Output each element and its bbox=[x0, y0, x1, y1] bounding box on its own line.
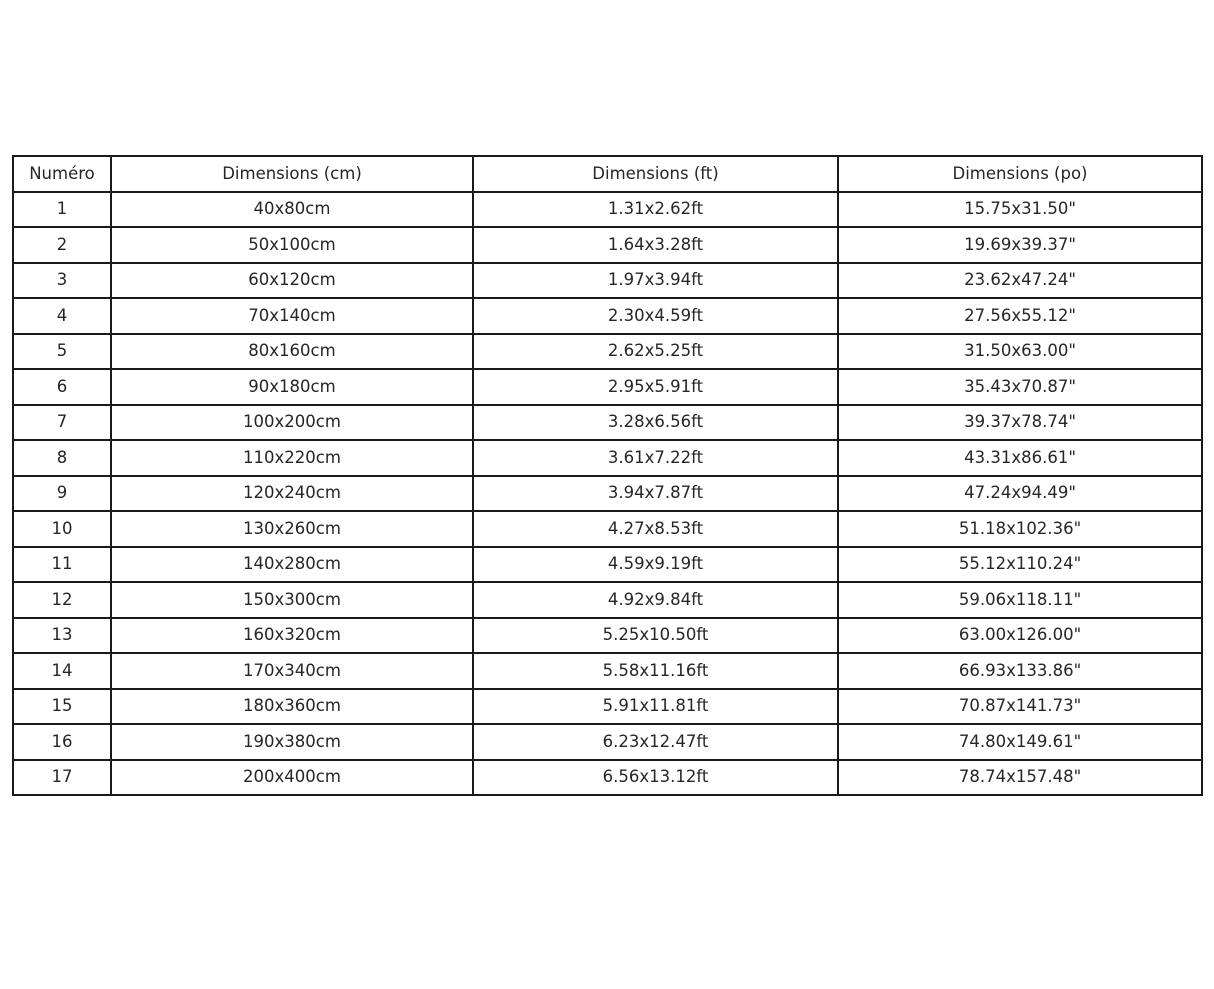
cell-dimensions-ft: 1.64x3.28ft bbox=[473, 227, 838, 263]
cell-numero: 7 bbox=[13, 405, 111, 441]
col-header-dimensions-cm: Dimensions (cm) bbox=[111, 156, 473, 192]
cell-dimensions-cm: 150x300cm bbox=[111, 582, 473, 618]
table-row bbox=[13, 298, 1202, 334]
cell-numero: 4 bbox=[13, 298, 111, 334]
cell-dimensions-cm: 130x260cm bbox=[111, 511, 473, 547]
col-header-dimensions-po: Dimensions (po) bbox=[838, 156, 1202, 192]
cell-dimensions-cm: 110x220cm bbox=[111, 440, 473, 476]
cell-dimensions-cm: 100x200cm bbox=[111, 405, 473, 441]
cell-dimensions-ft: 3.61x7.22ft bbox=[473, 440, 838, 476]
cell-numero: 13 bbox=[13, 618, 111, 654]
cell-dimensions-ft: 3.94x7.87ft bbox=[473, 476, 838, 512]
cell-dimensions-po: 70.87x141.73" bbox=[838, 689, 1202, 725]
cell-numero: 17 bbox=[13, 760, 111, 796]
cell-numero: 11 bbox=[13, 547, 111, 583]
cell-dimensions-po: 27.56x55.12" bbox=[838, 298, 1202, 334]
cell-dimensions-cm: 60x120cm bbox=[111, 263, 473, 299]
cell-numero: 12 bbox=[13, 582, 111, 618]
cell-numero: 9 bbox=[13, 476, 111, 512]
cell-dimensions-po: 39.37x78.74" bbox=[838, 405, 1202, 441]
cell-dimensions-cm: 170x340cm bbox=[111, 653, 473, 689]
cell-dimensions-cm: 160x320cm bbox=[111, 618, 473, 654]
cell-dimensions-po: 35.43x70.87" bbox=[838, 369, 1202, 405]
cell-numero: 8 bbox=[13, 440, 111, 476]
table-row bbox=[13, 547, 1202, 583]
table-row bbox=[13, 192, 1202, 228]
table-row bbox=[13, 476, 1202, 512]
table-row bbox=[13, 689, 1202, 725]
cell-dimensions-ft: 2.30x4.59ft bbox=[473, 298, 838, 334]
dimensions-table bbox=[12, 155, 1203, 796]
cell-dimensions-cm: 200x400cm bbox=[111, 760, 473, 796]
col-header-dimensions-ft: Dimensions (ft) bbox=[473, 156, 838, 192]
cell-dimensions-ft: 1.31x2.62ft bbox=[473, 192, 838, 228]
cell-dimensions-po: 23.62x47.24" bbox=[838, 263, 1202, 299]
table-row bbox=[13, 618, 1202, 654]
cell-dimensions-po: 51.18x102.36" bbox=[838, 511, 1202, 547]
cell-dimensions-cm: 120x240cm bbox=[111, 476, 473, 512]
cell-dimensions-cm: 50x100cm bbox=[111, 227, 473, 263]
table-row bbox=[13, 227, 1202, 263]
cell-dimensions-ft: 4.27x8.53ft bbox=[473, 511, 838, 547]
cell-dimensions-ft: 2.95x5.91ft bbox=[473, 369, 838, 405]
cell-dimensions-cm: 180x360cm bbox=[111, 689, 473, 725]
cell-dimensions-ft: 3.28x6.56ft bbox=[473, 405, 838, 441]
cell-dimensions-ft: 1.97x3.94ft bbox=[473, 263, 838, 299]
cell-dimensions-po: 74.80x149.61" bbox=[838, 724, 1202, 760]
cell-dimensions-po: 15.75x31.50" bbox=[838, 192, 1202, 228]
cell-dimensions-po: 63.00x126.00" bbox=[838, 618, 1202, 654]
cell-dimensions-cm: 140x280cm bbox=[111, 547, 473, 583]
cell-numero: 1 bbox=[13, 192, 111, 228]
cell-dimensions-ft: 6.23x12.47ft bbox=[473, 724, 838, 760]
header-row bbox=[13, 156, 1202, 192]
table-row bbox=[13, 440, 1202, 476]
cell-dimensions-ft: 4.92x9.84ft bbox=[473, 582, 838, 618]
cell-dimensions-ft: 6.56x13.12ft bbox=[473, 760, 838, 796]
cell-dimensions-cm: 80x160cm bbox=[111, 334, 473, 370]
cell-dimensions-ft: 4.59x9.19ft bbox=[473, 547, 838, 583]
table-row bbox=[13, 582, 1202, 618]
cell-dimensions-po: 31.50x63.00" bbox=[838, 334, 1202, 370]
table-row bbox=[13, 724, 1202, 760]
table-row bbox=[13, 653, 1202, 689]
cell-dimensions-cm: 40x80cm bbox=[111, 192, 473, 228]
col-header-numero: Numéro bbox=[13, 156, 111, 192]
cell-dimensions-po: 59.06x118.11" bbox=[838, 582, 1202, 618]
cell-dimensions-po: 55.12x110.24" bbox=[838, 547, 1202, 583]
table-row bbox=[13, 263, 1202, 299]
cell-dimensions-po: 43.31x86.61" bbox=[838, 440, 1202, 476]
cell-dimensions-cm: 190x380cm bbox=[111, 724, 473, 760]
table-row bbox=[13, 760, 1202, 796]
table-row bbox=[13, 511, 1202, 547]
cell-numero: 3 bbox=[13, 263, 111, 299]
cell-numero: 15 bbox=[13, 689, 111, 725]
cell-dimensions-po: 66.93x133.86" bbox=[838, 653, 1202, 689]
cell-numero: 2 bbox=[13, 227, 111, 263]
table-row bbox=[13, 405, 1202, 441]
cell-dimensions-po: 47.24x94.49" bbox=[838, 476, 1202, 512]
cell-dimensions-ft: 2.62x5.25ft bbox=[473, 334, 838, 370]
cell-numero: 6 bbox=[13, 369, 111, 405]
table-row bbox=[13, 334, 1202, 370]
cell-dimensions-ft: 5.91x11.81ft bbox=[473, 689, 838, 725]
table-body bbox=[13, 192, 1202, 796]
cell-dimensions-cm: 90x180cm bbox=[111, 369, 473, 405]
cell-dimensions-po: 78.74x157.48" bbox=[838, 760, 1202, 796]
cell-dimensions-po: 19.69x39.37" bbox=[838, 227, 1202, 263]
cell-dimensions-ft: 5.25x10.50ft bbox=[473, 618, 838, 654]
table-row bbox=[13, 369, 1202, 405]
cell-dimensions-ft: 5.58x11.16ft bbox=[473, 653, 838, 689]
cell-numero: 14 bbox=[13, 653, 111, 689]
cell-dimensions-cm: 70x140cm bbox=[111, 298, 473, 334]
cell-numero: 5 bbox=[13, 334, 111, 370]
cell-numero: 16 bbox=[13, 724, 111, 760]
cell-numero: 10 bbox=[13, 511, 111, 547]
